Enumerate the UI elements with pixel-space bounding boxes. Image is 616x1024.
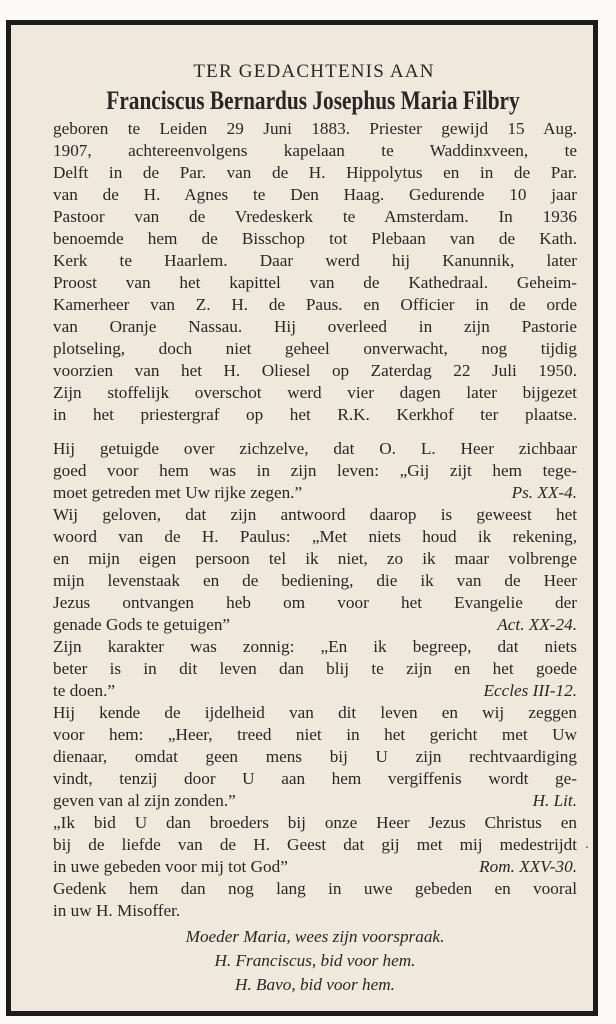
reflection-line: bij de liefde van de H. Geest dat gij met mij medestrijdt	[53, 835, 577, 854]
closing-prayers	[53, 925, 577, 997]
reflection-paragraph	[53, 438, 577, 922]
reflection-line-with-reference	[53, 614, 577, 636]
paragraph-gap	[53, 426, 577, 438]
reflection-line: Hij kende de ijdelheid van dit leven en wij zeggen	[53, 703, 577, 722]
biography-line: in het priestergraf op het R.K. Kerkhof ter plaatse.	[53, 405, 577, 424]
prayer-line: H. Bavo, bid voor hem.	[235, 975, 395, 994]
reflection-line-with-reference	[53, 482, 577, 504]
biography-line: Proost van het kapittel van de Kathedraal. Geheim-	[53, 273, 577, 292]
reflection-line: beter is in dit leven dan blij te zijn en het goede	[53, 659, 577, 678]
biography-line: Pastoor van de Vredeskerk te Amsterdam. In 1936	[53, 207, 577, 226]
scripture-reference: H. Lit.	[532, 791, 577, 810]
reflection-line-with-reference	[53, 790, 577, 812]
scripture-reference: Eccles III-12.	[483, 681, 577, 700]
prayer-line: H. Franciscus, bid voor hem.	[214, 951, 416, 970]
reflection-line: voor hem: „Heer, treed niet in het gericht met Uw	[53, 725, 577, 744]
reflection-line: Jezus ontvangen heb om voor het Evangelie der	[53, 593, 577, 612]
scripture-reference: Ps. XX-4.	[511, 483, 577, 502]
scripture-reference: Rom. XXV-30.	[479, 857, 577, 876]
biography-line: van Oranje Nassau. Hij overleed in zijn Pastorie	[53, 317, 577, 336]
biography-line: plotseling, doch niet geheel onverwacht, nog tijdig	[53, 339, 577, 358]
reflection-line-with-reference	[53, 680, 577, 702]
biography-line: benoemde hem de Bisschop tot Plebaan van de Kath.	[53, 229, 577, 248]
reflection-text: genade Gods te getuigen”	[53, 615, 231, 634]
memorial-card	[6, 20, 598, 1016]
reflection-text: moet getreden met Uw rijke zegen.”	[53, 483, 303, 502]
biography-paragraph	[53, 118, 577, 426]
biography-line: Delft in de Par. van de H. Hippolytus en in de Par.	[53, 163, 577, 182]
reflection-line: Zijn karakter was zonnig: „En ik begreep, dat niets	[53, 637, 577, 656]
reflection-text: te doen.”	[53, 681, 116, 700]
card-paper	[11, 25, 593, 1011]
reflection-line: in uw H. Misoffer.	[53, 901, 181, 920]
reflection-line: Hij getuigde over zichzelve, dat O. L. Heer zichbaar	[53, 439, 577, 458]
prayer-line: Moeder Maria, wees zijn voorspraak.	[185, 927, 445, 946]
reflection-line: dienaar, omdat geen mens bij U zijn rechtvaardiging	[53, 747, 577, 766]
biography-line: Zijn stoffelijk overschot werd vier dagen later bijgezet	[53, 383, 577, 402]
reflection-line: Gedenk hem dan nog lang in uwe gebeden en vooral	[53, 879, 577, 898]
biography-line: Kerk te Haarlem. Daar werd hij Kanunnik, later	[53, 251, 577, 270]
reflection-line: woord van de H. Paulus: „Met niets houd ik rekening,	[53, 527, 577, 546]
reflection-text: geven van al zijn zonden.”	[53, 791, 236, 810]
biography-line: van de H. Agnes te Den Haag. Gedurende 10 jaar	[53, 185, 577, 204]
stray-mark: .	[585, 837, 589, 851]
scripture-reference: Act. XX-24.	[497, 615, 577, 634]
reflection-text: in uwe gebeden voor mij tot God”	[53, 857, 288, 876]
reflection-line: en mijn eigen persoon tel ik niet, zo ik maar volbrenge	[53, 549, 577, 568]
reflection-line-with-reference	[53, 856, 577, 878]
biography-line: voorzien van het H. Oliesel op Zaterdag 22 Juli 1950.	[53, 361, 577, 380]
biography-line: 1907, achtereenvolgens kapelaan te Waddinxveen, te	[53, 141, 577, 160]
biography-line: geboren te Leiden 29 Juni 1883. Priester gewijd 15 Aug.	[53, 119, 577, 138]
card-heading: TER GEDACHTENIS AAN	[193, 61, 435, 82]
reflection-line: „Ik bid U dan broeders bij onze Heer Jezus Christus en	[53, 813, 577, 832]
reflection-line: Wij geloven, dat zijn antwoord daarop is geweest het	[53, 505, 577, 524]
biography-line: Kamerheer van Z. H. de Paus. en Officier in de orde	[53, 295, 577, 314]
deceased-name: Franciscus Bernardus Josephus Maria Filbry	[106, 86, 520, 115]
reflection-line: goed voor hem was in zijn leven: „Gij zijt hem tege-	[53, 461, 577, 480]
reflection-line: mijn levenstaak en de bediening, die ik van de Heer	[53, 571, 577, 590]
reflection-line: vindt, tenzij door U aan hem vergiffenis wordt ge-	[53, 769, 577, 788]
